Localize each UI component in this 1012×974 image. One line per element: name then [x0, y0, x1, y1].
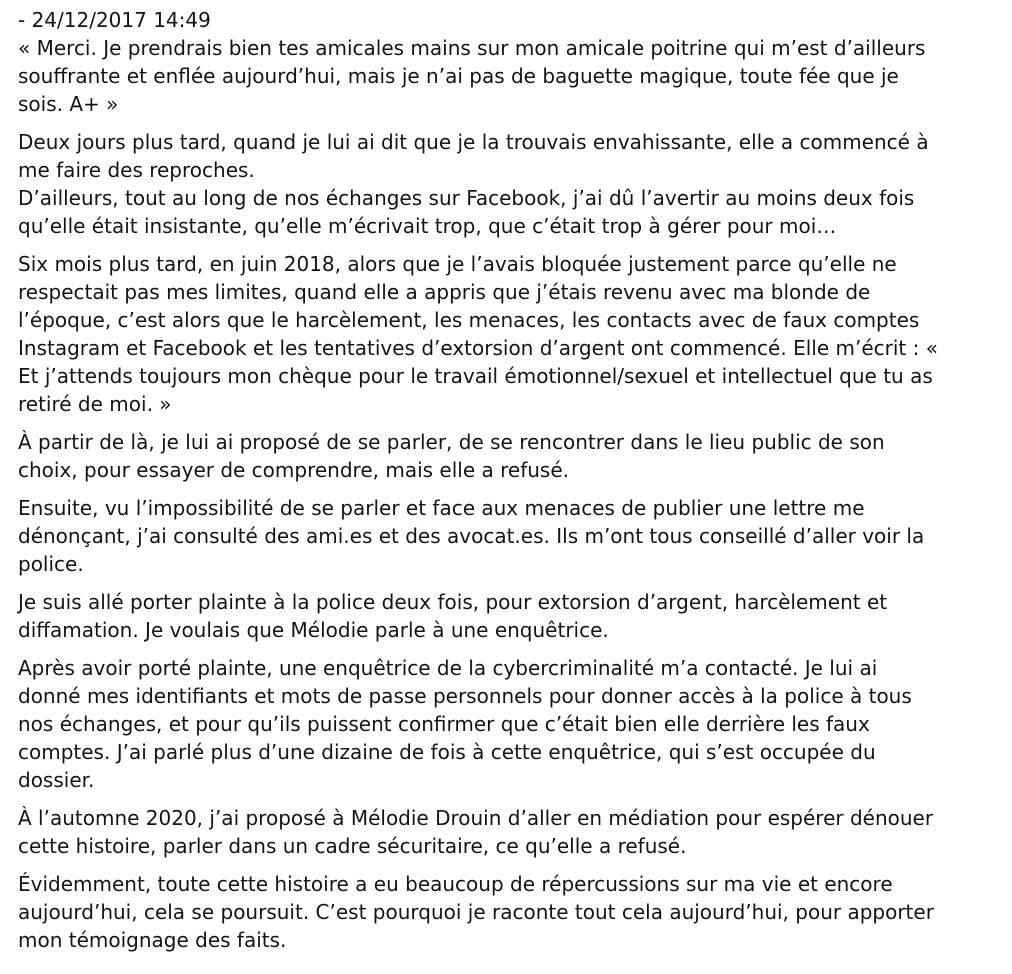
- text-line: sois. A+ »: [18, 92, 119, 116]
- text-line: À l’automne 2020, j’ai proposé à Mélodie Drouin d’aller en médiation pour espérer dénouer: [18, 806, 934, 830]
- text-line: respectait pas mes limites, quand elle a appris que j’étais revenu avec ma blonde de: [18, 280, 871, 304]
- text-line: mon témoignage des faits.: [18, 928, 287, 952]
- paragraph-mediation: [18, 804, 994, 860]
- text-line: qu’elle était insistante, qu’elle m’écrivait trop, que c’était trop à gérer pour moi…: [18, 214, 837, 238]
- text-line: Je suis allé porter plainte à la police deux fois, pour extorsion d’argent, harcèlement et: [18, 590, 888, 614]
- text-line: cette histoire, parler dans un cadre sécuritaire, ce qu’elle a refusé.: [18, 834, 687, 858]
- paragraph-harassment: [18, 250, 994, 418]
- text-line: choix, pour essayer de comprendre, mais elle a refusé.: [18, 458, 570, 482]
- text-line: Ensuite, vu l’impossibilité de se parler et face aux menaces de publier une lettre me: [18, 496, 865, 520]
- text-line: aujourd’hui, cela se poursuit. C’est pourquoi je raconte tout cela aujourd’hui, pour apporter: [18, 900, 934, 924]
- text-line: diffamation. Je voulais que Mélodie parle à une enquêtrice.: [18, 618, 609, 642]
- text-line: « Merci. Je prendrais bien tes amicales mains sur mon amicale poitrine qui m’est d’ailleurs: [18, 36, 926, 60]
- text-line: comptes. J’ai parlé plus d’une dizaine de fois à cette enquêtrice, qui s’est occupée du: [18, 740, 876, 764]
- text-line: Après avoir porté plainte, une enquêtrice de la cybercriminalité m’a contacté. Je lui ai: [18, 656, 878, 680]
- text-line: donné mes identifiants et mots de passe personnels pour donner accès à la police à tous: [18, 684, 912, 708]
- timestamp-line: - 24/12/2017 14:49: [18, 8, 211, 32]
- text-line: dossier.: [18, 768, 95, 792]
- text-line: me faire des reproches.: [18, 158, 255, 182]
- paragraph-reproaches: [18, 128, 994, 240]
- paragraph-investigation: [18, 654, 994, 794]
- paragraph-conclusion: [18, 870, 994, 954]
- text-line: Et j’attends toujours mon chèque pour le travail émotionnel/sexuel et intellectuel que tu as: [18, 364, 933, 388]
- text-line: D’ailleurs, tout au long de nos échanges sur Facebook, j’ai dû l’avertir au moins deux fois: [18, 186, 915, 210]
- text-line: Six mois plus tard, en juin 2018, alors que je l’avais bloquée justement parce qu’elle ne: [18, 252, 897, 276]
- text-line: nos échanges, et pour qu’ils puissent confirmer que c’était bien elle derrière les faux: [18, 712, 870, 736]
- text-line: Évidemment, toute cette histoire a eu beaucoup de répercussions sur ma vie et encore: [18, 872, 893, 896]
- text-line: police.: [18, 552, 84, 576]
- paragraph-advice: [18, 494, 994, 578]
- paragraph-quote-message: [18, 6, 994, 118]
- paragraph-meeting-offer: [18, 428, 994, 484]
- text-line: À partir de là, je lui ai proposé de se parler, de se rencontrer dans le lieu public de son: [18, 430, 885, 454]
- text-line: Deux jours plus tard, quand je lui ai dit que je la trouvais envahissante, elle a commencé à: [18, 130, 929, 154]
- paragraph-complaint: [18, 588, 994, 644]
- text-line: l’époque, c’est alors que le harcèlement, les menaces, les contacts avec de faux comptes: [18, 308, 920, 332]
- text-line: souffrante et enflée aujourd’hui, mais je n’ai pas de baguette magique, toute fée que je: [18, 64, 899, 88]
- text-line: retiré de moi. »: [18, 392, 172, 416]
- text-line: Instagram et Facebook et les tentatives d’extorsion d’argent ont commencé. Elle m’écrit : «: [18, 336, 938, 360]
- text-line: dénonçant, j’ai consulté des ami.es et des avocat.es. Ils m’ont tous conseillé d’aller voir la: [18, 524, 925, 548]
